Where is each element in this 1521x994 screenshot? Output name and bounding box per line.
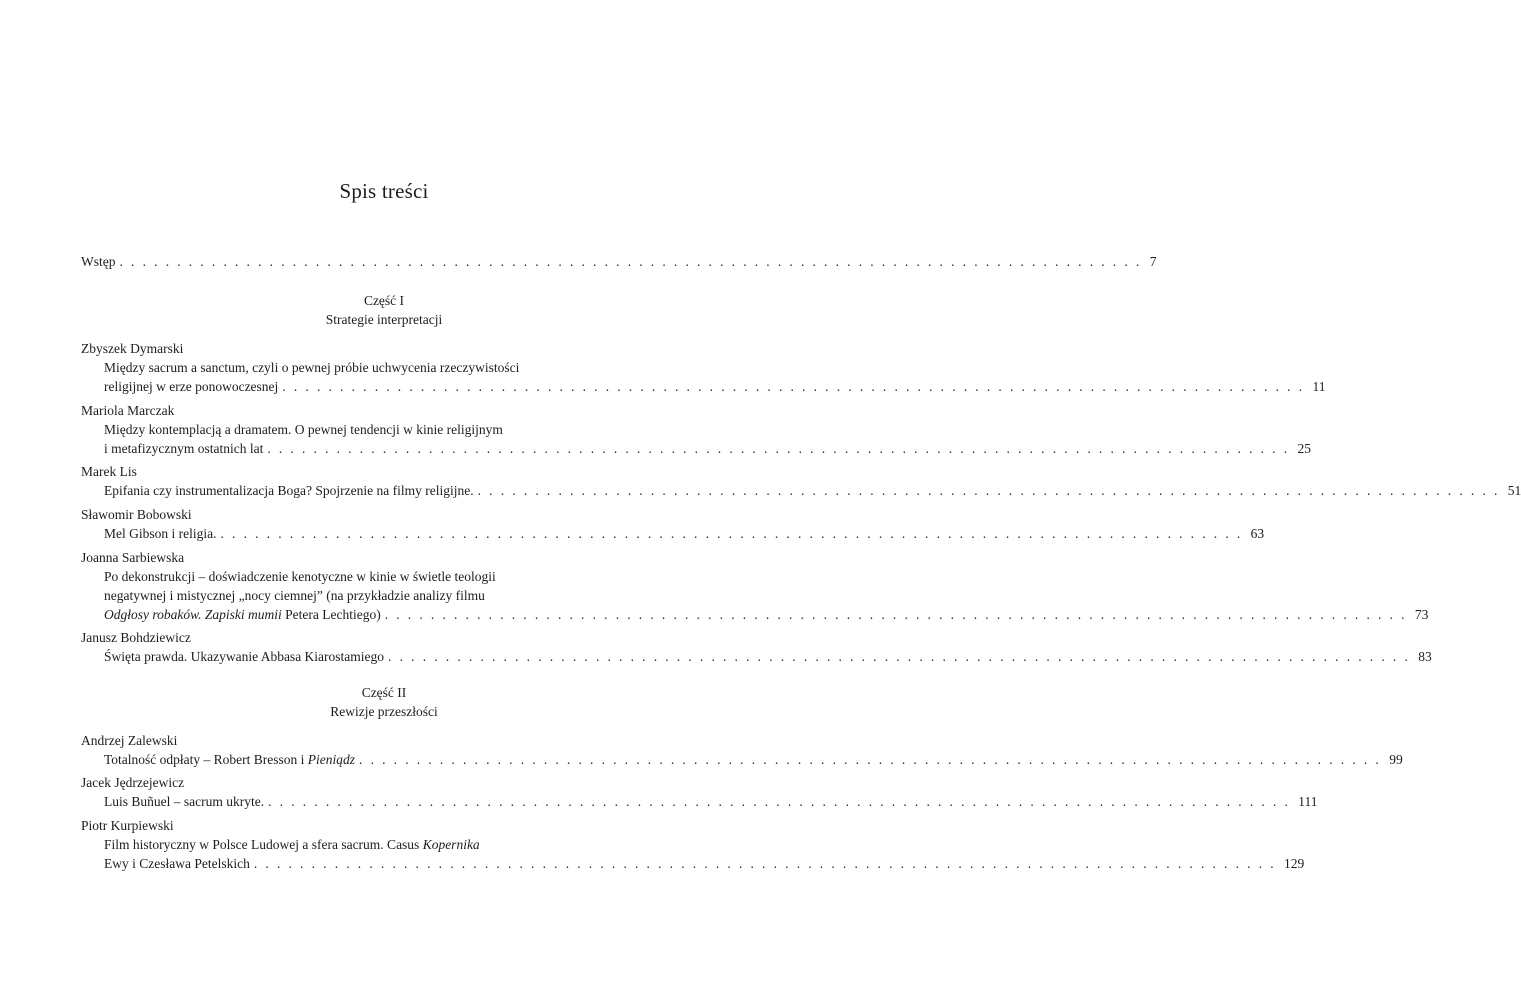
entry-author: Zbyszek Dymarski	[81, 341, 184, 356]
page-number: 129	[1284, 856, 1305, 871]
toc-line	[81, 481, 1521, 500]
page-number: 73	[1414, 607, 1429, 622]
page-number: 111	[1298, 794, 1318, 809]
toc-entry	[81, 339, 1326, 396]
entry-title-line	[104, 605, 381, 624]
toc-entry	[81, 731, 1403, 769]
dot-leader: . . . . . . . . . . . . . . . . . . . . . . . . . . . . . . . . . . . . . . . . . . . . . . . . . . . . . . . . . . . . . . . . . . . . . . . . . . . . . . . . . . . . . . . . .	[119, 254, 1142, 269]
entry-title-line: negatywnej i mistycznej „nocy ciemnej” (na przykładzie analizy filmu	[104, 588, 485, 603]
toc-line	[81, 792, 1318, 811]
dot-leader: . . . . . . . . . . . . . . . . . . . . . . . . . . . . . . . . . . . . . . . . . . . . . . . . . . . . . . . . . . . . . . . . . . . . . . . . . . . . . . . . . . . . . . . . .	[282, 379, 1305, 394]
part-subtitle: Rewizje przeszłości	[330, 704, 438, 719]
entry-author: Joanna Sarbiewska	[81, 550, 185, 565]
entry-title-line: Po dekonstrukcji – doświadczenie kenotyczne w kinie w świetle teologii	[104, 569, 496, 584]
part-label: Część I	[363, 293, 405, 308]
entry-title: Wstęp	[81, 254, 116, 269]
entry-author: Andrzej Zalewski	[81, 733, 178, 748]
toc-entry	[81, 816, 1305, 873]
toc-line	[81, 605, 1429, 624]
dot-leader: . . . . . . . . . . . . . . . . . . . . . . . . . . . . . . . . . . . . . . . . . . . . . . . . . . . . . . . . . . . . . . . . . . . . . . . . . . . . . . . . . . . . . . . . .	[253, 856, 1277, 871]
page-number: 63	[1250, 526, 1265, 541]
toc-line	[81, 647, 1432, 666]
entry-title-line: Luis Buñuel – sacrum ukryte.	[104, 794, 265, 809]
dot-leader: . . . . . . . . . . . . . . . . . . . . . . . . . . . . . . . . . . . . . . . . . . . . . . . . . . . . . . . . . . . . . . . . . . . . . . . . . . . . . . . . . . . . . . . . .	[268, 794, 1291, 809]
page-number: 25	[1297, 441, 1312, 456]
toc-line	[81, 377, 1326, 396]
toc-entry	[81, 462, 1521, 500]
page-number: 7	[1149, 254, 1157, 269]
page-number: 99	[1389, 752, 1403, 767]
entry-title-line	[104, 750, 355, 769]
entry-title-rest: Petera Lechtiego)	[281, 607, 381, 622]
page-title: Spis treści	[339, 179, 429, 203]
film-title: Pieniądz	[307, 752, 356, 767]
page-number: 51	[1507, 483, 1521, 498]
entry-title-line: religijnej w erze ponowoczesnej	[104, 379, 279, 394]
entry-author: Marek Lis	[81, 464, 137, 479]
entry-author: Janusz Bohdziewicz	[81, 630, 191, 645]
entry-title-line: Ewy i Czesława Petelskich	[104, 856, 250, 871]
entry-title-line: Epifania czy instrumentalizacja Boga? Spojrzenie na filmy religijne.	[104, 483, 474, 498]
dot-leader: . . . . . . . . . . . . . . . . . . . . . . . . . . . . . . . . . . . . . . . . . . . . . . . . . . . . . . . . . . . . . . . . . . . . . . . . . . . . . . . . . . . . . . . . .	[267, 441, 1290, 456]
page-number: 11	[1312, 379, 1326, 394]
part-label: Część II	[361, 685, 407, 700]
dot-leader: . . . . . . . . . . . . . . . . . . . . . . . . . . . . . . . . . . . . . . . . . . . . . . . . . . . . . . . . . . . . . . . . . . . . . . . . . . . . . . . . . . . . . . . . .	[384, 607, 1407, 622]
entry-title-text: Totalność odpłaty – Robert Bresson i	[104, 752, 308, 767]
page-number: 83	[1418, 649, 1432, 664]
entry-author: Mariola Marczak	[81, 403, 175, 418]
entry-title-line: Między sacrum a sanctum, czyli o pewnej próbie uchwycenia rzeczywistości	[104, 360, 520, 375]
dot-leader: . . . . . . . . . . . . . . . . . . . . . . . . . . . . . . . . . . . . . . . . . . . . . . . . . . . . . . . . . . . . . . . . . . . . . . . . . . . . . . . . . . . . . . . . .	[388, 649, 1411, 664]
part-heading	[0, 291, 768, 329]
entry-author: Piotr Kurpiewski	[81, 818, 174, 833]
toc-line	[81, 750, 1403, 769]
film-title: Kopernika	[422, 837, 480, 852]
part-subtitle: Strategie interpretacji	[325, 312, 443, 327]
entry-author: Sławomir Bobowski	[81, 507, 192, 522]
entry-title-line: Mel Gibson i religia.	[104, 526, 217, 541]
toc-line	[81, 439, 1312, 458]
toc-entry	[81, 773, 1318, 811]
toc-entry	[81, 548, 1429, 624]
toc-entry	[81, 628, 1432, 666]
entry-title-line: Między kontemplacją a dramatem. O pewnej tendencji w kinie religijnym	[104, 422, 503, 437]
toc-line	[81, 854, 1305, 873]
toc-line	[81, 252, 1157, 271]
film-title: Odgłosy robaków. Zapiski mumii	[104, 607, 282, 622]
dot-leader: . . . . . . . . . . . . . . . . . . . . . . . . . . . . . . . . . . . . . . . . . . . . . . . . . . . . . . . . . . . . . . . . . . . . . . . . . . . . . . . . . . . . . . . . .	[359, 752, 1382, 767]
entry-title-line: Święta prawda. Ukazywanie Abbasa Kiarostamiego	[104, 649, 385, 664]
entry-title-line	[81, 835, 645, 854]
toc-entry	[81, 505, 1265, 543]
part-heading	[0, 683, 768, 721]
toc-entry-intro	[81, 252, 1157, 271]
entry-author: Jacek Jędrzejewicz	[81, 775, 185, 790]
dot-leader: . . . . . . . . . . . . . . . . . . . . . . . . . . . . . . . . . . . . . . . . . . . . . . . . . . . . . . . . . . . . . . . . . . . . . . . . . . . . . . . . . . . . . . . . .	[477, 483, 1500, 498]
toc-entry	[81, 401, 1312, 458]
entry-title-line: i metafizycznym ostatnich lat	[104, 441, 264, 456]
dot-leader: . . . . . . . . . . . . . . . . . . . . . . . . . . . . . . . . . . . . . . . . . . . . . . . . . . . . . . . . . . . . . . . . . . . . . . . . . . . . . . . . . . . . . . . . .	[220, 526, 1243, 541]
entry-title-text: Film historyczny w Polsce Ludowej a sfera sacrum. Casus	[104, 837, 423, 852]
toc-line	[81, 524, 1265, 543]
